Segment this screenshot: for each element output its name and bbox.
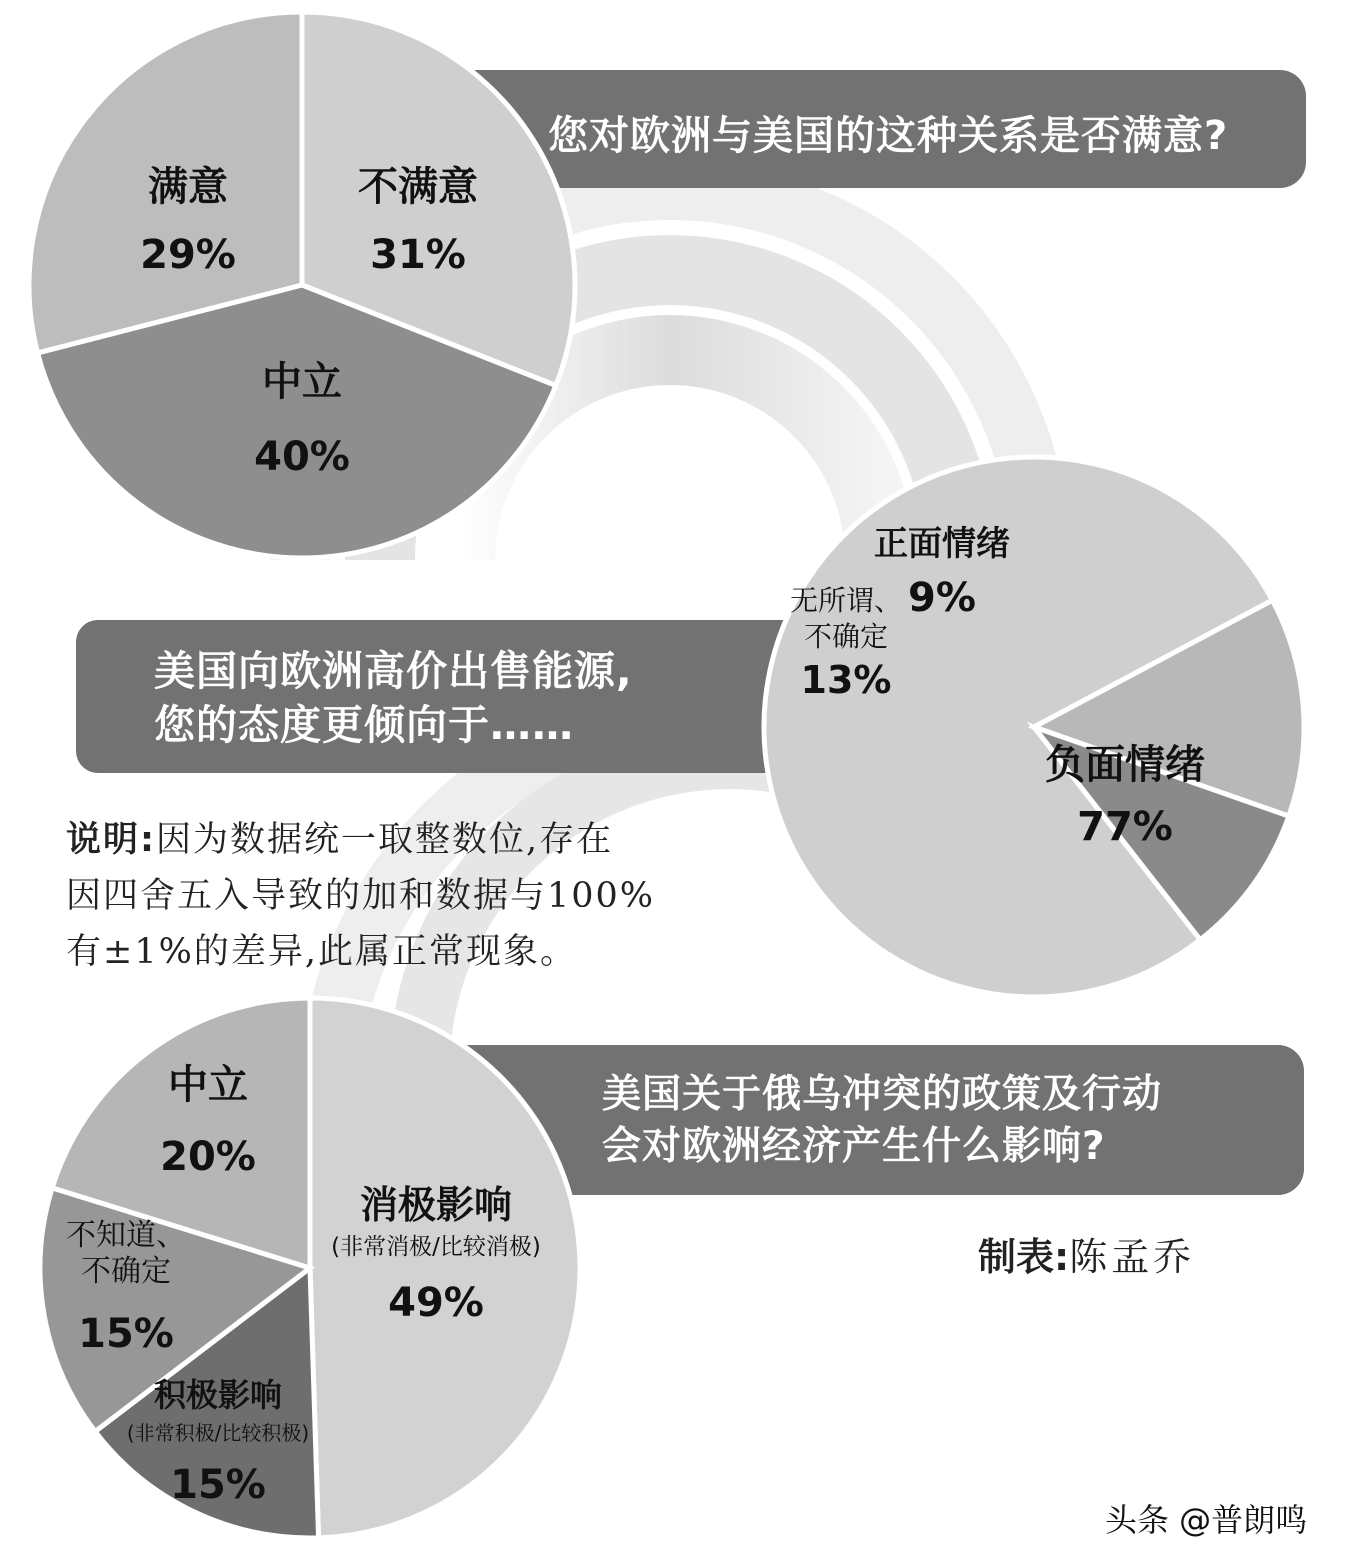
pie3-slice-3-label-line-2: 不确定 (81, 1254, 171, 1289)
pie-chart-energy-attitude (764, 457, 1304, 997)
credit-name: 陈孟乔 (1069, 1235, 1196, 1279)
pie2-slice-1-label: 负面情绪 (1045, 742, 1205, 788)
pie2-slice-2-label-line-2: 不确定 (803, 620, 889, 653)
pie3-slice-2-sublabel: (非常积极/比较积极) (126, 1421, 310, 1445)
pie3-slice-1 (310, 998, 580, 1538)
pie1-slice-1-label: 不满意 (358, 164, 478, 210)
pie2-slice-3-label: 正面情绪 (874, 524, 1010, 564)
watermark: 头条 @普朗鸣 (1105, 1501, 1308, 1539)
pie2-slice-3-percent: 9% (908, 575, 976, 621)
pie1-slice-2-label: 中立 (262, 359, 342, 405)
pie1-slice-2-percent: 40% (254, 434, 350, 480)
note-line-2: 因四舍五入导致的加和数据与100% (66, 876, 656, 916)
pie3-slice-1-label: 消极影响 (359, 1183, 513, 1227)
pie3-slice-1-sublabel: (非常消极/比较消极) (331, 1234, 541, 1260)
pie2-slice-2-percent: 13% (800, 658, 892, 702)
note-line-1: 因为数据统一取整数位,存在 (156, 820, 614, 860)
pie1-slice-1-percent: 31% (370, 232, 466, 278)
pie3-slice-4-label: 中立 (168, 1062, 248, 1108)
pie1-slice-3-label: 满意 (148, 164, 228, 210)
note-label: 说明: (66, 820, 156, 860)
question-3-line-1: 美国关于俄乌冲突的政策及行动 (602, 1072, 1163, 1117)
credit (978, 1226, 1195, 1281)
pie2-slice-2-label-line-1: 无所谓、 (789, 584, 903, 617)
pie-chart-economic-impact (40, 998, 580, 1538)
note-line-3: 有±1%的差异,此属正常现象。 (66, 932, 577, 972)
question-2-line-1: 美国向欧洲高价出售能源, (154, 647, 633, 695)
pie3-slice-3-percent: 15% (78, 1311, 174, 1357)
question-1-text: 您对欧洲与美国的这种关系是否满意? (548, 113, 1229, 159)
note-text (66, 812, 796, 980)
pie1-slice-3-percent: 29% (140, 232, 236, 278)
pie2-slice-1-percent: 77% (1077, 804, 1173, 850)
pie-chart-satisfaction (29, 12, 575, 558)
pie3-slice-2-label: 积极影响 (153, 1376, 283, 1414)
credit-label: 制表: (978, 1235, 1070, 1279)
pie3-slice-1-percent: 49% (388, 1280, 484, 1326)
question-2-line-2: 您的态度更倾向于…… (154, 701, 574, 749)
pie3-slice-3-label-line-1: 不知道、 (66, 1218, 186, 1253)
pie3-slice-2-percent: 15% (170, 1462, 266, 1508)
pie3-slice-4-percent: 20% (160, 1134, 256, 1180)
question-3-line-2: 会对欧洲经济产生什么影响? (602, 1124, 1106, 1169)
